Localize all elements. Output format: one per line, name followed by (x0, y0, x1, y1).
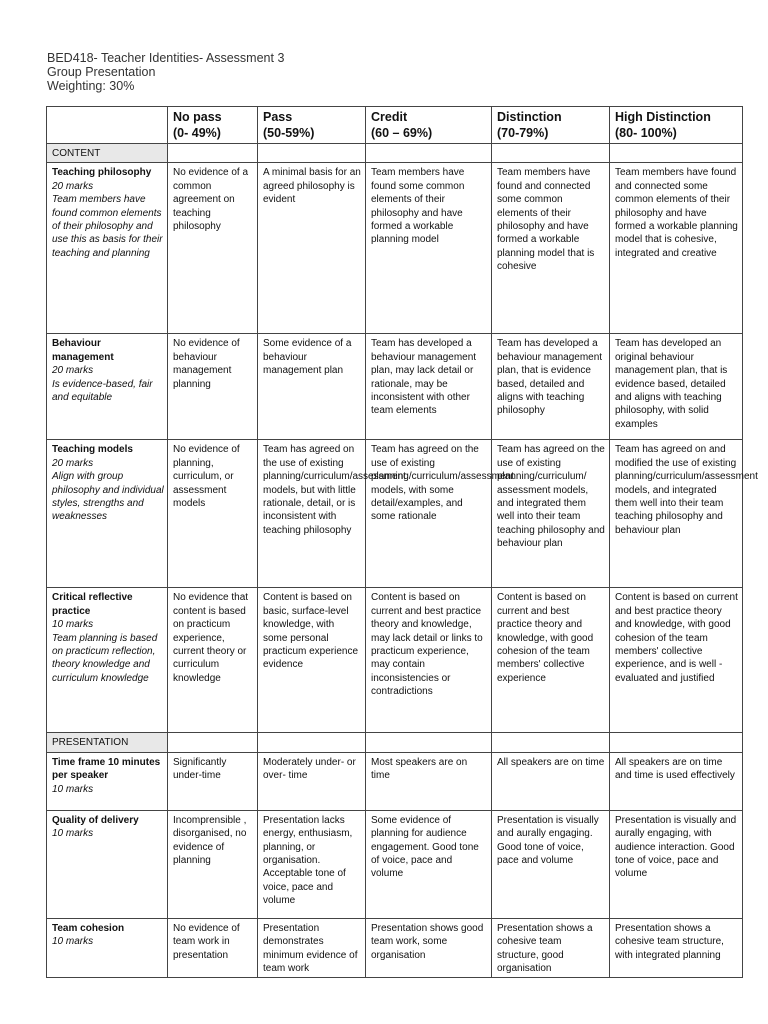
criterion-marks: 20 marks (52, 180, 94, 192)
column-header-credit: Credit (60 – 69%) (366, 107, 492, 144)
criterion-name: Critical reflective practice (52, 592, 133, 617)
rubric-row-quality-of-delivery (47, 810, 743, 918)
document-subtitle: Group Presentation (47, 65, 156, 79)
section-row-content (47, 144, 743, 163)
rubric-row-teaching-philosophy (47, 163, 743, 334)
criterion-description: Is evidence-based, fair and equitable (52, 378, 153, 404)
rubric-cell-distinction: Team members have found and connected some common elements of their philosophy and have formed a workable planning model that is cohesive (492, 163, 610, 334)
column-header-no-pass: No pass (0- 49%) (168, 107, 258, 144)
rubric-row-behaviour-management (47, 334, 743, 440)
rubric-cell-credit: Presentation shows good team work, some organisation (366, 918, 492, 978)
rubric-cell-pass: Presentation lacks energy, enthusiasm, planning, or organisation. Acceptable tone of voice, pace and volume (258, 810, 366, 918)
rubric-cell-distinction: Team has agreed on the use of existing planning/curriculum/ assessment models, and integrated them well into their team teaching philosophy and behaviour plan (492, 440, 610, 588)
rubric-cell-high-distinction: Team has developed an original behaviour management plan, that is evidence based, detailed and aligns with teaching philosophy, with solid examples (610, 334, 743, 440)
rubric-row-critical-reflective-practice (47, 588, 743, 733)
rubric-cell-distinction: Presentation is visually and aurally engaging. Good tone of voice, pace and volume (492, 810, 610, 918)
rubric-cell-no-pass: Significantly under-time (168, 752, 258, 810)
criterion-name: Teaching models (52, 444, 133, 456)
header-blank-cell (47, 107, 168, 144)
criterion-cell (47, 440, 168, 588)
rubric-cell-high-distinction: Presentation shows a cohesive team structure, with integrated planning (610, 918, 743, 978)
criterion-marks: 20 marks (52, 457, 94, 469)
rubric-cell-pass: Some evidence of a behaviour management plan (258, 334, 366, 440)
column-header-pass: Pass (50-59%) (258, 107, 366, 144)
criterion-cell (47, 752, 168, 810)
assessment-rubric-table (46, 106, 758, 978)
rubric-row-team-cohesion (47, 918, 743, 978)
rubric-cell-credit: Some evidence of planning for audience engagement. Good tone of voice, pace and volume (366, 810, 492, 918)
criterion-name: Team cohesion (52, 922, 125, 934)
rubric-cell-credit: Most speakers are on time (366, 752, 492, 810)
rubric-cell-high-distinction: All speakers are on time and time is used effectively (610, 752, 743, 810)
rubric-cell-no-pass: Incomprensible , disorganised, no evidence of planning (168, 810, 258, 918)
rubric-cell-high-distinction: Team has agreed on and modified the use of existing planning/curriculum/assessment models, and integrated them well into their team teaching philosophy and behaviour plan (610, 440, 743, 588)
rubric-cell-distinction: Presentation shows a cohesive team structure, good organisation (492, 918, 610, 978)
rubric-header-row (47, 107, 743, 144)
criterion-description: Team planning is based on practicum reflection, theory knowledge and curriculum knowledge (52, 632, 158, 684)
rubric-cell-distinction: Team has developed a behaviour management plan, that is evidence based, detailed and aligns with teaching philosophy (492, 334, 610, 440)
rubric-cell-credit: Team members have found some common elements of their philosophy and have formed a workable planning model (366, 163, 492, 334)
section-row-presentation (47, 733, 743, 752)
document-weighting: Weighting: 30% (47, 79, 135, 93)
column-header-distinction: Distinction (70-79%) (492, 107, 610, 144)
criterion-cell (47, 334, 168, 440)
criterion-cell (47, 810, 168, 918)
rubric-cell-distinction: Content is based on current and best practice theory and knowledge, with good cohesion of the team members' collective experience (492, 588, 610, 733)
rubric-cell-distinction: All speakers are on time (492, 752, 610, 810)
rubric-cell-pass: A minimal basis for an agreed philosophy is evident (258, 163, 366, 334)
rubric-cell-high-distinction: Content is based on current and best practice theory and knowledge, with good cohesion of the team members' collective experience, and is well - evaluated and justified (610, 588, 743, 733)
document-header (47, 51, 284, 93)
rubric-cell-pass: Content is based on basic, surface-level knowledge, with some personal practicum experience evidence (258, 588, 366, 733)
rubric-cell-pass: Presentation demonstrates minimum evidence of team work (258, 918, 366, 978)
criterion-marks: 10 marks (52, 783, 94, 795)
section-title: PRESENTATION (47, 733, 168, 752)
rubric-row-time-frame (47, 752, 743, 810)
criterion-name: Time frame 10 minutes per speaker (52, 756, 161, 782)
document-title: BED418- Teacher Identities- Assessment 3 (47, 51, 285, 65)
criterion-description: Team members have found common elements of their philosophy and use this as basis for their teaching and planning (52, 194, 163, 259)
rubric-cell-credit: Content is based on current and best practice theory and knowledge, may lack detail or links to practicum experience, may contain inconsistencies or contradictions (366, 588, 492, 733)
criterion-cell (47, 163, 168, 334)
rubric-cell-high-distinction: Team members have found and connected some common elements of their philosophy and have formed a workable planning model that is cohesive, integrated and creative (610, 163, 743, 334)
criterion-cell (47, 918, 168, 978)
rubric-cell-high-distinction: Presentation is visually and aurally engaging, with audience interaction. Good tone of voice, pace and volume (610, 810, 743, 918)
criterion-description: Align with group philosophy and individual styles, strengths and weaknesses (52, 471, 164, 523)
criterion-marks: 10 marks (52, 619, 94, 631)
rubric-cell-credit: Team has agreed on the use of existing planning/curriculum/assessment models, with some detail/examples, and some rationale (366, 440, 492, 588)
column-header-high-distinction: High Distinction (80- 100%) (610, 107, 743, 144)
criterion-marks: 20 marks (52, 365, 94, 377)
criterion-name: Quality of delivery (52, 814, 139, 826)
rubric-cell-no-pass: No evidence of planning, curriculum, or assessment models (168, 440, 258, 588)
rubric-cell-no-pass: No evidence that content is based on practicum experience, current theory or curriculum knowledge (168, 588, 258, 733)
criterion-name: Behaviour management (52, 338, 114, 363)
rubric-cell-credit: Team has developed a behaviour management plan, may lack detail or rationale, may be inconsistent with other team elements (366, 334, 492, 440)
rubric-cell-pass: Moderately under- or over- time (258, 752, 366, 810)
rubric-cell-no-pass: No evidence of a common agreement on teaching philosophy (168, 163, 258, 334)
criterion-marks: 10 marks (52, 828, 94, 840)
rubric-cell-no-pass: No evidence of behaviour management planning (168, 334, 258, 440)
rubric-cell-no-pass: No evidence of team work in presentation (168, 918, 258, 978)
rubric-row-teaching-models (47, 440, 743, 588)
criterion-cell (47, 588, 168, 733)
criterion-marks: 10 marks (52, 936, 94, 948)
section-title: CONTENT (47, 144, 168, 163)
criterion-name: Teaching philosophy (52, 167, 152, 179)
rubric-cell-pass: Team has agreed on the use of existing planning/curriculum/assessment models, but with little rationale, detail, or is inconsistent with teaching philosophy (258, 440, 366, 588)
